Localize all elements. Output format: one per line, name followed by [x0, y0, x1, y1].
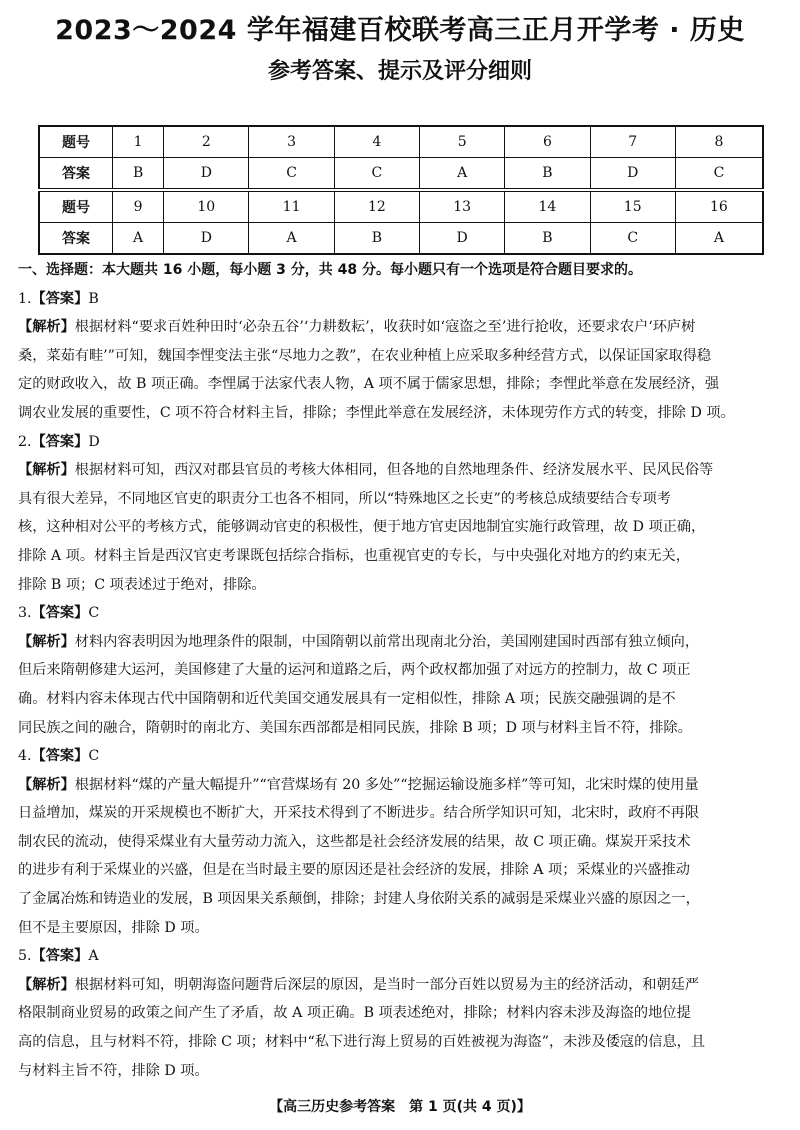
table-cell: 4: [334, 126, 419, 158]
question-answer-line: 5.【答案】A: [18, 948, 99, 965]
row-head: 答案: [39, 223, 113, 255]
table-cell: C: [675, 158, 763, 191]
question-analysis: 【解析】根据材料可知，明朝海盗问题背后深层的原因，是当时一部分百姓以贸易为主的经济活动，和朝廷严 格限制商业贸易的政策之间产生了矛盾，故 A 项正确。B 项表述绝对，排除；材料内容未涉及海盗的地位提 高的信息，且与材料不符，排除 C 项；材料中“私下进行海上贸易的百姓被视为海盗”，未涉及倭寇的信息，且 与材料主旨不符，排除 D 项。: [18, 976, 706, 1079]
table-cell: 10: [164, 190, 249, 223]
table-row-numbers-1: [39, 126, 763, 158]
table-cell: B: [505, 158, 590, 191]
question-analysis: 【解析】根据材料可知，西汉对郡县官员的考核大体相同，但各地的自然地理条件、经济发展水平、民风民俗等 具有很大差异，不同地区官吏的职责分工也各不相同，所以“特殊地区之长吏”的考核总成绩要结合专项考 核，这种相对公平的考核方式，能够调动官吏的积极性，便于地方官吏因地制宜实施行政管理，故 D 项正确， 排除 A 项。材料主旨是西汉官吏考课既包括综合指标，也重视官吏的专长，与中央强化对地方的约束无关， 排除 B 项；C 项表述过于绝对，排除。: [18, 462, 714, 593]
table-row-answers-2: [39, 223, 763, 255]
table-cell: D: [590, 158, 675, 191]
table-cell: 11: [249, 190, 334, 223]
question-answer-line: 4.【答案】C: [18, 748, 100, 765]
table-cell: D: [420, 223, 505, 255]
table-cell: B: [505, 223, 590, 255]
page-subtitle: 参考答案、提示及评分细则: [267, 59, 532, 84]
table-cell: A: [675, 223, 763, 255]
question-answer-line: 1.【答案】B: [18, 290, 99, 307]
table-cell: 7: [590, 126, 675, 158]
table-cell: 5: [420, 126, 505, 158]
table-row-numbers-2: [39, 190, 763, 223]
question-answer-line: 2.【答案】D: [18, 433, 100, 450]
table-cell: 1: [113, 126, 164, 158]
row-head: 题号: [39, 190, 113, 223]
question-analysis: 【解析】根据材料“要求百姓种田时‘必杂五谷’‘力耕数耘’，收获时如‘寇盗之至’进行抢收，还要求农户‘环庐树 桑，菜茹有畦’”可知，魏国李悝变法主张“尽地力之教”，在农业种植上应采取多种经营方式，以保证国家取得稳 定的财政收入，故 B 项正确。李悝属于法家代表人物，A 项不属于儒家思想，排除；李悝此举意在发展经济，强 调农业发展的重要性，C 项不符合材料主旨，排除；李悝此举意在发展经济，未体现劳作方式的转变，排除 D 项。: [18, 319, 735, 421]
section-title: 一、选择题：本大题共 16 小题，每小题 3 分，共 48 分。每小题只有一个选项是符合题目要求的。: [18, 262, 642, 278]
page-title: 2023～2024 学年福建百校联考高三正月开学考 · 历史: [55, 15, 745, 46]
table-cell: 6: [505, 126, 590, 158]
page-footer: 【高三历史参考答案 第 1 页(共 4 页)】: [269, 1099, 531, 1115]
table-cell: A: [113, 223, 164, 255]
table-cell: B: [113, 158, 164, 191]
row-head: 答案: [39, 158, 113, 191]
table-cell: D: [164, 223, 249, 255]
table-cell: 13: [420, 190, 505, 223]
answer-body: [18, 256, 784, 1085]
table-cell: 3: [249, 126, 334, 158]
table-cell: C: [334, 158, 419, 191]
table-cell: 2: [164, 126, 249, 158]
table-cell: 16: [675, 190, 763, 223]
question-answer-line: 3.【答案】C: [18, 605, 100, 622]
table-cell: 8: [675, 126, 763, 158]
table-row-answers-1: [39, 158, 763, 191]
answer-table: [38, 125, 764, 255]
table-cell: 9: [113, 190, 164, 223]
table-cell: D: [164, 158, 249, 191]
table-cell: C: [249, 158, 334, 191]
question-analysis: 【解析】材料内容表明因为地理条件的限制，中国隋朝以前常出现南北分治，美国刚建国时西部有独立倾向， 但后来隋朝修建大运河，美国修建了大量的运河和道路之后，两个政权都加强了对远方的控制力，故 C 项正 确。材料内容未体现古代中国隋朝和近代美国交通发展具有一定相似性，排除 A 项；民族交融强调的是不 同民族之间的融合，隋朝时的南北方、美国东西部都是相同民族，排除 B 项；D 项与材料主旨不符，排除。: [18, 633, 700, 736]
table-cell: 15: [590, 190, 675, 223]
row-head: 题号: [39, 126, 113, 158]
table-cell: A: [420, 158, 505, 191]
table-cell: C: [590, 223, 675, 255]
table-cell: B: [334, 223, 419, 255]
table-cell: 14: [505, 190, 590, 223]
question-analysis: 【解析】根据材料“煤的产量大幅提升”“官营煤场有 20 多处”“挖掘运输设施多样”等可知，北宋时煤的使用量 日益增加，煤炭的开采规模也不断扩大，开采技术得到了不断进步。结合所学知识可知，北宋时，政府不再限 制农民的流动，使得采煤业有大量劳动力流入，这些都是社会经济发展的结果，故 C 项正确。煤炭开采技术 的进步有利于采煤业的兴盛，但是在当时最主要的原因还是社会经济的发展，排除 A 项；采煤业的兴盛推动 了金属冶炼和铸造业的发展，B 项因果关系颠倒，排除；封建人身依附关系的减弱是采煤业兴盛的原因之一， 但不是主要原因，排除 D 项。: [18, 776, 700, 936]
table-cell: A: [249, 223, 334, 255]
table-cell: 12: [334, 190, 419, 223]
